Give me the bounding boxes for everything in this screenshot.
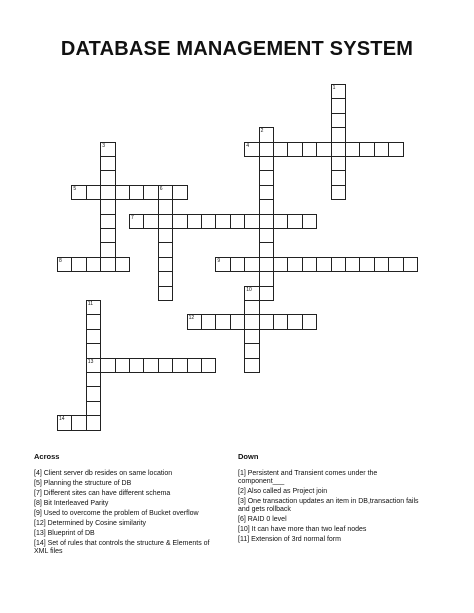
across-clue-list [34,470,220,558]
down-clue-list [238,470,424,546]
crossword-cell[interactable] [331,185,346,200]
crossword-cell[interactable] [201,214,216,229]
across-clue: [12] Determined by Cosine similarity [34,520,147,527]
crossword-cell[interactable] [287,142,302,157]
crossword-cell[interactable] [273,142,288,157]
crossword-cell[interactable] [100,358,115,373]
crossword-cell[interactable] [215,214,230,229]
crossword-cell[interactable] [273,257,288,272]
crossword-cell[interactable] [244,314,259,329]
crossword-cell[interactable] [359,257,374,272]
crossword-cell[interactable] [259,257,274,272]
crossword-cell[interactable] [215,314,230,329]
crossword-cell[interactable] [331,113,346,128]
crossword-cell[interactable] [158,257,173,272]
crossword-cell[interactable] [244,329,259,344]
crossword-cell[interactable] [331,156,346,171]
crossword-cell[interactable] [259,228,274,243]
cell-number: 5 [73,185,77,192]
crossword-cell[interactable] [100,156,115,171]
cell-number: 4 [246,142,249,149]
crossword-cell[interactable] [115,358,130,373]
crossword-cell[interactable] [187,214,202,229]
cell-number: 11 [87,301,93,307]
across-clue: [9] Used to overcome the problem of Bucket overflow [34,510,199,517]
crossword-cell[interactable] [302,257,317,272]
crossword-cell[interactable] [244,300,259,315]
crossword-cell[interactable] [115,257,130,272]
crossword-cell[interactable] [86,372,101,387]
crossword-cell[interactable] [172,214,187,229]
crossword-cell[interactable] [388,257,403,272]
cell-number: 1 [332,85,336,91]
cell-number: 9 [217,257,221,264]
crossword-cell[interactable] [287,257,302,272]
across-clue: [5] Planning the structure of DB [34,480,132,487]
crossword-cell[interactable] [331,127,346,142]
down-clue: [3] One transaction updates an item in DB,transaction fails and gets rollback [238,498,419,513]
crossword-cell[interactable] [259,286,274,301]
crossword-cell[interactable] [115,185,130,200]
cell-number: 7 [131,214,134,221]
crossword-cell[interactable] [100,214,115,229]
across-heading: Across [34,452,60,461]
crossword-cell[interactable] [374,257,389,272]
crossword-cell[interactable] [331,98,346,113]
across-clue: [8] Bit Interleaved Parity [34,500,109,507]
crossword-cell[interactable] [86,415,101,430]
crossword-cell[interactable] [259,142,274,157]
crossword-cell[interactable] [100,242,115,257]
crossword-cell[interactable] [86,386,101,401]
crossword-cell[interactable] [244,214,259,229]
crossword-cell[interactable] [230,214,245,229]
crossword-cell[interactable] [259,170,274,185]
crossword-cell[interactable] [172,185,187,200]
across-clue: [4] Client server db resides on same location [34,470,173,477]
down-clue: [10] It can have more than two leaf nodes [238,526,367,533]
puzzle-title: DATABASE MANAGEMENT SYSTEM [60,38,414,60]
crossword-cell[interactable] [86,314,101,329]
crossword-cell[interactable] [259,214,274,229]
crossword-cell[interactable] [100,185,115,200]
crossword-cell[interactable] [259,199,274,214]
crossword-cell[interactable] [129,185,144,200]
crossword-cell[interactable] [259,314,274,329]
crossword-cell[interactable] [302,142,317,157]
crossword-cell[interactable] [287,314,302,329]
crossword-cell[interactable] [86,329,101,344]
crossword-cell[interactable] [86,257,101,272]
cell-number: 14 [59,416,65,423]
crossword-cell[interactable] [100,170,115,185]
cell-number: 2 [260,128,264,135]
crossword-cell[interactable] [230,314,245,329]
crossword-cell[interactable] [158,271,173,286]
crossword-cell[interactable] [273,214,288,229]
crossword-cell[interactable] [230,257,245,272]
cell-number: 12 [188,315,195,322]
crossword-cell[interactable] [158,242,173,257]
crossword-cell[interactable] [158,358,173,373]
crossword-cell[interactable] [143,358,158,373]
crossword-cell[interactable] [374,142,389,157]
down-heading: Down [238,452,259,461]
crossword-cell[interactable] [302,214,317,229]
crossword-cell[interactable] [259,242,274,257]
crossword-cell[interactable] [129,358,144,373]
crossword-cell[interactable] [244,358,259,373]
crossword-cell[interactable] [259,156,274,171]
crossword-cell[interactable] [100,228,115,243]
down-clue: [11] Extension of 3rd normal form [238,536,341,543]
across-clue: [7] Different sites can have different schema [34,490,171,497]
down-clue: [1] Persistent and Transient comes under the component___ [238,470,378,485]
across-clue: [13] Blueprint of DB [34,530,95,537]
crossword-cell[interactable] [71,415,86,430]
crossword-cell[interactable] [71,257,86,272]
crossword-cell[interactable] [100,199,115,214]
crossword-cell[interactable] [100,257,115,272]
crossword-cell[interactable] [86,343,101,358]
crossword-cell[interactable] [86,185,101,200]
crossword-cell[interactable] [316,142,331,157]
crossword-cell[interactable] [201,358,216,373]
cell-number: 6 [159,185,163,192]
cell-number: 10 [246,286,252,293]
crossword-cell[interactable] [143,185,158,200]
crossword-cell[interactable] [244,343,259,358]
crossword-cell[interactable] [86,401,101,416]
crossword-cell[interactable] [259,185,274,200]
crossword-cell[interactable] [331,142,346,157]
crossword-cell[interactable] [201,314,216,329]
down-clue: [6] RAID 0 level [238,516,287,523]
crossword-cell[interactable] [158,199,173,214]
crossword-cell[interactable] [331,170,346,185]
crossword-cell[interactable] [345,257,360,272]
cell-number: 13 [87,358,94,365]
crossword-cell[interactable] [287,214,302,229]
crossword-cell[interactable] [331,257,346,272]
crossword-cell[interactable] [403,257,418,272]
crossword-cell[interactable] [316,257,331,272]
crossword-cell[interactable] [259,271,274,286]
across-clue: [14] Set of rules that controls the structure & Elements of XML files [34,540,210,555]
crossword-cell[interactable] [158,286,173,301]
crossword-cell[interactable] [143,214,158,229]
crossword-cell[interactable] [187,358,202,373]
crossword-cell[interactable] [172,358,187,373]
crossword-cell[interactable] [388,142,403,157]
cell-number: 8 [59,257,62,264]
crossword-cell[interactable] [345,142,360,157]
crossword-cell[interactable] [158,228,173,243]
down-clue: [2] Also called as Project join [238,488,328,495]
crossword-cell[interactable] [302,314,317,329]
crossword-cell[interactable] [359,142,374,157]
crossword-cell[interactable] [158,214,173,229]
crossword-cell[interactable] [273,314,288,329]
cell-number: 3 [102,142,105,149]
crossword-cell[interactable] [244,257,259,272]
